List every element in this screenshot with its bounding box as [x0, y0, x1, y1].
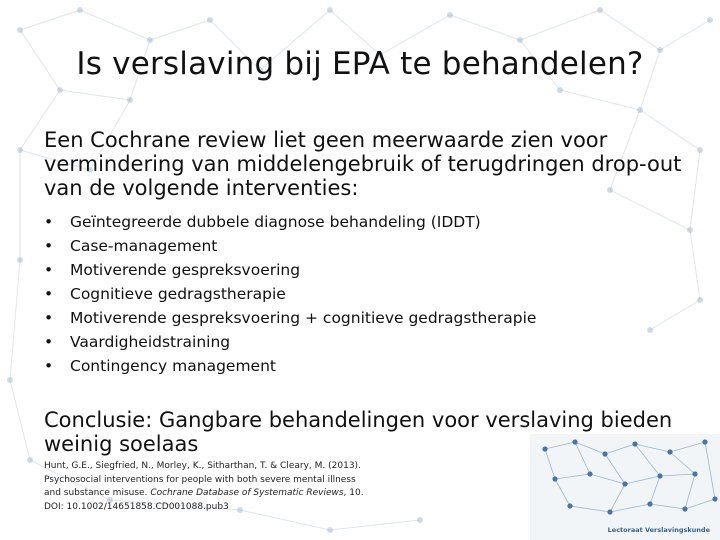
- logo-link: [670, 452, 695, 474]
- network-link: [600, 10, 660, 50]
- network-link: [520, 10, 600, 40]
- list-item: [44, 354, 684, 378]
- reference-citation: [44, 460, 374, 514]
- network-link: [450, 15, 520, 40]
- network-node: [17, 27, 23, 33]
- network-node: [327, 7, 333, 13]
- logo-link: [610, 504, 650, 512]
- logo-node: [692, 471, 697, 476]
- list-item: [44, 306, 684, 330]
- logo-node: [657, 473, 662, 478]
- list-item-text: Geïntegreerde dubbele diagnose behandeling (IDDT): [70, 213, 481, 231]
- logo-node: [667, 449, 672, 454]
- network-node: [417, 517, 423, 523]
- logo-node: [587, 471, 592, 476]
- bullet-marker: •: [44, 309, 54, 327]
- logo-link: [685, 474, 695, 509]
- bullet-marker: •: [44, 333, 54, 351]
- network-node: [697, 297, 703, 303]
- bullet-marker: •: [44, 237, 54, 255]
- list-item-text: Vaardigheidstraining: [70, 333, 231, 351]
- list-item-text: Motiverende gespreksvoering: [70, 261, 301, 279]
- network-node: [77, 7, 83, 13]
- list-item: [44, 234, 684, 258]
- network-node: [707, 17, 713, 23]
- list-item: [44, 258, 684, 282]
- bullet-marker: •: [44, 357, 54, 375]
- network-node: [637, 107, 643, 113]
- network-node: [57, 87, 63, 93]
- logo-link: [610, 484, 625, 512]
- reference-authors: Hunt, G.E., Siegfried, N., Morley, K., Sitharthan, T. & Cleary, M. (2013). Psychosocial interventions for people with both severe mental illness and substance misuse.: [44, 461, 361, 498]
- logo-node: [682, 506, 687, 511]
- network-node: [147, 37, 153, 43]
- logo-node: [567, 503, 572, 508]
- network-node: [447, 12, 453, 18]
- reference-details: , 10. DOI: 10.1002/14651858.CD001088.pub3: [44, 488, 364, 512]
- reference-journal: Cochrane Database of Systematic Reviews: [150, 488, 344, 498]
- network-node: [517, 37, 523, 43]
- logo-link: [625, 476, 660, 484]
- logo-node: [607, 509, 612, 514]
- network-link: [60, 90, 130, 100]
- logo-node: [647, 501, 652, 506]
- network-node: [17, 257, 23, 263]
- logo-link: [650, 476, 660, 504]
- logo-link: [555, 479, 570, 506]
- logo-link: [685, 499, 715, 509]
- network-link: [150, 20, 210, 40]
- logo-link: [555, 474, 590, 479]
- network-node: [327, 527, 333, 533]
- logo-node: [702, 439, 707, 444]
- logo-link: [660, 474, 695, 476]
- lectoraat-logo: [530, 434, 720, 540]
- logo-node: [632, 441, 637, 446]
- network-node: [687, 227, 693, 233]
- list-item-text: Cognitieve gedragstherapie: [70, 285, 286, 303]
- logo-link: [605, 444, 635, 454]
- network-node: [207, 17, 213, 23]
- network-node: [127, 97, 133, 103]
- network-node: [557, 87, 563, 93]
- bullet-marker: •: [44, 213, 54, 231]
- network-link: [10, 260, 20, 380]
- logo-link: [545, 449, 555, 479]
- network-node: [27, 457, 33, 463]
- slide-title: Is verslaving bij EPA te behandelen?: [76, 46, 644, 82]
- network-node: [17, 147, 23, 153]
- logo-node: [542, 446, 547, 451]
- logo-node: [602, 451, 607, 456]
- list-item: [44, 282, 684, 306]
- network-link: [330, 520, 420, 530]
- logo-node: [712, 496, 717, 501]
- conclusion-text: Conclusie: Gangbare behandelingen voor verslaving bieden weinig soelaas: [44, 408, 673, 456]
- network-link: [690, 230, 700, 300]
- logo-network-graphic: [530, 434, 720, 540]
- logo-text: Lectoraat Verslavingskunde: [607, 526, 710, 534]
- network-link: [20, 10, 80, 30]
- list-item-text: Contingency management: [70, 357, 276, 375]
- network-node: [7, 377, 13, 383]
- network-link: [10, 380, 30, 460]
- logo-node: [572, 439, 577, 444]
- logo-link: [650, 504, 685, 509]
- logo-node: [552, 476, 557, 481]
- list-item: [44, 210, 684, 234]
- logo-link: [570, 506, 610, 512]
- list-item: [44, 330, 684, 354]
- logo-link: [670, 442, 705, 452]
- logo-link: [705, 442, 715, 499]
- list-item-text: Motiverende gespreksvoering + cognitieve gedragstherapie: [70, 309, 537, 327]
- intro-paragraph: Een Cochrane review liet geen meerwaarde zien voor vermindering van middelengebruik of terugdringen drop-out van de volgende interventies:: [44, 128, 682, 200]
- bullet-marker: •: [44, 261, 54, 279]
- intervention-list: [44, 210, 684, 378]
- network-link: [80, 10, 150, 40]
- logo-link: [545, 442, 575, 449]
- network-node: [597, 7, 603, 13]
- bullet-marker: •: [44, 285, 54, 303]
- logo-node: [622, 481, 627, 486]
- list-item-text: Case-management: [70, 237, 218, 255]
- network-link: [560, 90, 640, 110]
